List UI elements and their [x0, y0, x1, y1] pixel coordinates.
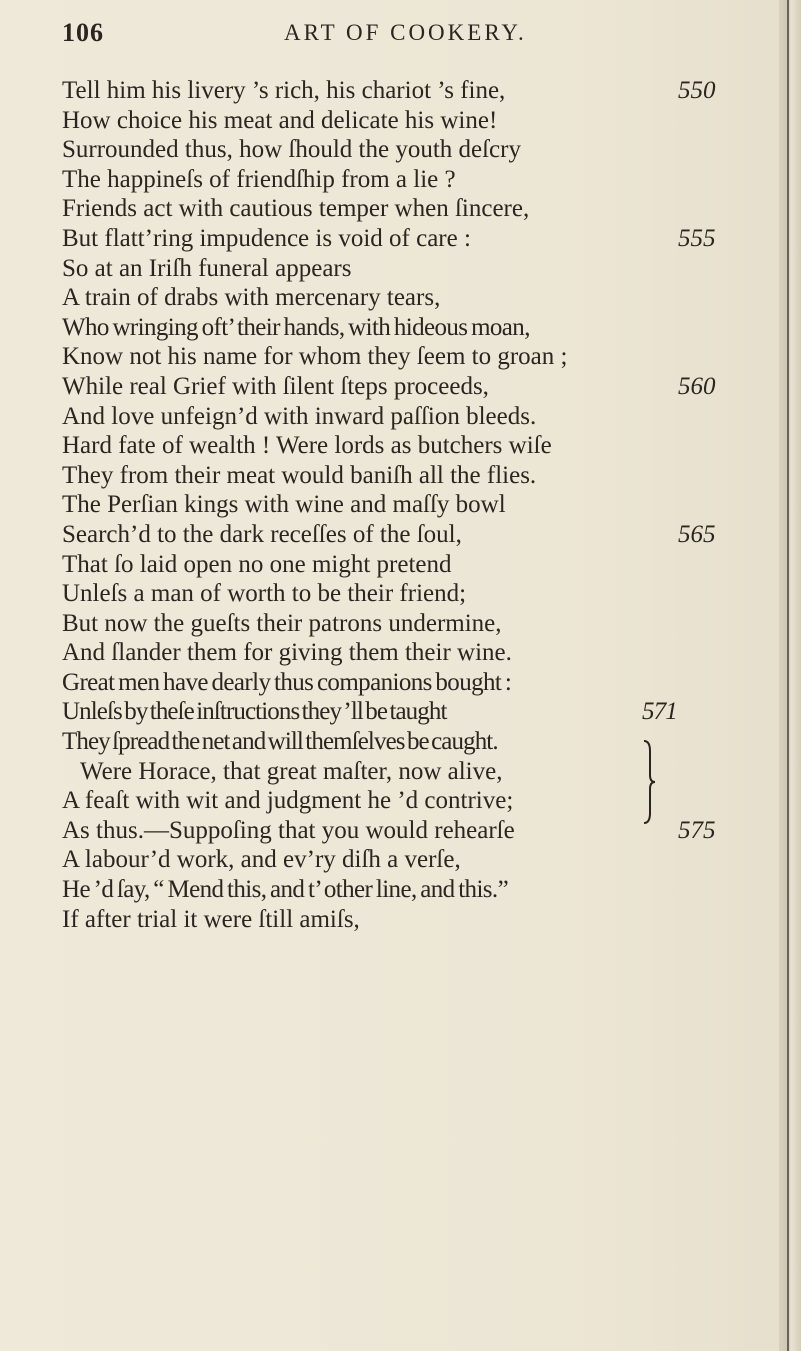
verse-text: But now the gueſts their patrons undermine, — [62, 609, 502, 637]
verse-text: Tell him his livery ’s rich, his chariot ’s fine, — [62, 77, 506, 104]
page-header — [62, 14, 712, 54]
verse-line — [62, 490, 752, 520]
verse-line — [62, 845, 752, 875]
verse-line — [62, 697, 752, 727]
verse-text: He ’d ſay, “ Mend this, and t’ other line, and this.” — [62, 876, 509, 904]
verse-text: And love unfeign’d with inward paſſion bleeds. — [62, 402, 537, 430]
verse-text: Who wringing oft’ their hands, with hideous moan, — [62, 313, 530, 341]
verse-line — [62, 165, 752, 195]
line-number: 555 — [678, 224, 716, 252]
verse-text: Hard fate of wealth ! Were lords as butchers wiſe — [62, 432, 552, 460]
verse-text: That ſo laid open no one might pretend — [62, 550, 452, 578]
line-number: 560 — [678, 372, 716, 400]
verse-text: Search’d to the dark receſſes of the ſoul, — [62, 520, 462, 548]
verse-text: Were Horace, that great maſter, now alive, — [80, 757, 503, 785]
verse-text: Friends act with cautious temper when ſincere, — [62, 195, 530, 223]
verse-text: Know not his name for whom they ſeem to groan ; — [62, 343, 568, 371]
verse-text: While real Grief with ſilent ſteps proceeds, — [62, 372, 489, 400]
verse-line — [62, 668, 752, 698]
page-edge — [779, 0, 801, 1351]
verse-line — [62, 194, 752, 224]
page-edge-line — [787, 0, 789, 1351]
verse-line — [62, 135, 752, 165]
verse-line — [62, 461, 752, 491]
verse-line — [62, 431, 752, 461]
verse-line — [62, 550, 752, 580]
verse-text: A labour’d work, and ev’ry diſh a verſe, — [62, 846, 461, 874]
running-head: ART OF COOKERY. — [284, 20, 527, 45]
verse-line — [62, 905, 752, 935]
line-number: 565 — [678, 520, 716, 548]
line-number: 575 — [678, 816, 716, 844]
verse-text: The happineſs of friendſhip from a lie ? — [62, 165, 456, 193]
verse-text: Great men have dearly thus companions bought : — [62, 668, 512, 696]
verse-text: They from their meat would baniſh all the flies. — [62, 461, 537, 489]
verse-text: A feaſt with wit and judgment he ’d contrive; — [62, 787, 514, 815]
verse-text: So at an Iriſh funeral appears — [62, 254, 352, 282]
verse-line — [62, 313, 752, 343]
verse-text: How choice his meat and delicate his wine! — [62, 106, 498, 134]
verse-line — [62, 283, 752, 313]
verse-text: And ſlander them for giving them their wine. — [62, 639, 512, 667]
line-number: 571 — [642, 698, 677, 726]
verse-line — [62, 76, 752, 106]
verse-line — [62, 254, 752, 284]
verse-line — [62, 520, 752, 550]
verse-line — [62, 638, 752, 668]
verse-text: Surrounded thus, how ſhould the youth deſcry — [62, 136, 521, 164]
triplet-brace-icon — [642, 739, 656, 825]
verse-line — [62, 875, 752, 905]
verse-text: But flatt’ring impudence is void of care : — [62, 224, 471, 252]
verse-line — [62, 579, 752, 609]
verse-line — [62, 342, 752, 372]
verse-text: Unleſs a man of worth to be their friend; — [62, 580, 467, 608]
verse-line — [62, 402, 752, 432]
verse-line — [62, 106, 752, 136]
verse-line — [62, 224, 752, 254]
line-number: 550 — [678, 77, 716, 104]
verse-line — [62, 372, 752, 402]
verse-text: As thus.—Suppoſing that you would rehearſe — [62, 816, 515, 844]
verse-text: A train of drabs with mercenary tears, — [62, 284, 441, 312]
verse-line — [62, 609, 752, 639]
verse-text: Unleſs by theſe inſtructions they ’ll be taught — [62, 698, 447, 726]
verse-text: If after trial it were ſtill amiſs, — [62, 905, 360, 933]
verse-text: The Perſian kings with wine and maſſy bowl — [62, 491, 506, 519]
verse-text: They ſpread the net and will themſelves be caught. — [62, 728, 498, 756]
page-number: 106 — [62, 18, 104, 47]
